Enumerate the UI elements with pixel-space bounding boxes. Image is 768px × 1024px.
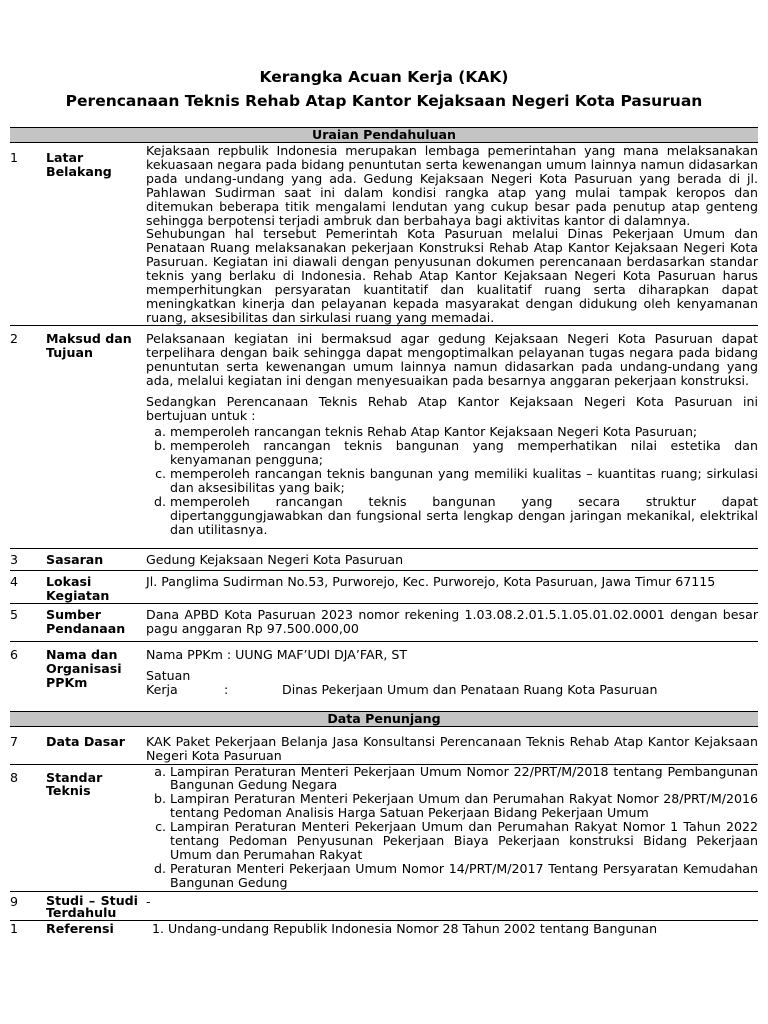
table-row-lokasi <box>10 571 758 604</box>
section-header-pendahuluan <box>10 128 758 143</box>
table-row-referensi <box>10 920 758 935</box>
list-item: c. Lampiran Peraturan Menteri Pekerjaan Umum dan Perumahan Rakyat Nomor 1 Tahun 2022 tentang Pedoman Penyusunan Pekerjaan Biaya Pekerjaan konstruksi Bidang Pekerjaan Umum dan Perumahan Rakyat <box>170 820 758 862</box>
table-row-standar-teknis <box>10 764 758 891</box>
row-number: 1 <box>10 143 46 326</box>
row-label: Standar Teknis <box>46 764 146 891</box>
document-title: Kerangka Acuan Kerja (KAK) <box>259 68 509 86</box>
satker-line <box>146 669 758 697</box>
row-number: 7 <box>10 726 46 764</box>
row-content: KAK Paket Pekerjaan Belanja Jasa Konsultansi Perencanaan Teknis Rehab Atap Kantor Kejaksaan Negeri Kota Pasuruan <box>146 726 758 764</box>
row-label: Data Dasar <box>46 726 146 764</box>
paragraph: Sehubungan hal tersebut Pemerintah Kota Pasuruan melalui Dinas Pekerjaan Umum dan Penataan Ruang melaksanakan pekerjaan Konstruksi Rehab Atap Kantor Kejaksaan Negeri Kota Pasuruan. Kegiatan ini diawali dengan penyusunan dokumen perencanaan berdasarkan standar teknis yang berlaku di Indonesia. Rehab Atap Kantor Kejaksaan Negeri Kota Pasuruan harus memperhitungkan persyaratan kuantitatif dan kualitatif ruang serta diharapkan dapat meningkatkan kinerja dan pelayanan kepada masyarakat dengan didukung oleh kenyamanan ruang, aksesibilitas dan sirkulasi ruang yang memadai. <box>146 226 758 325</box>
table-row-sumber-pendanaan <box>10 604 758 642</box>
table-row-sasaran <box>10 549 758 571</box>
document-subtitle: Perencanaan Teknis Rehab Atap Kantor Kejaksaan Negeri Kota Pasuruan <box>65 92 703 110</box>
row-number: 1 <box>10 920 19 936</box>
row-content: - <box>146 891 758 920</box>
tujuan-list <box>146 425 758 536</box>
satker-value: Dinas Pekerjaan Umum dan Penataan Ruang Kota Pasuruan <box>282 681 658 697</box>
standar-list <box>146 765 758 890</box>
table-row-maksud-tujuan <box>10 325 758 549</box>
row-number: 5 <box>10 604 46 642</box>
row-content <box>146 764 758 891</box>
row-label: Maksud dan Tujuan <box>46 325 146 549</box>
row-number: 9 <box>10 891 46 920</box>
row-content: Dana APBD Kota Pasuruan 2023 nomor rekening 1.03.08.2.01.5.1.05.01.02.0001 dengan besar pagu anggaran Rp 97.500.000,00 <box>146 604 758 642</box>
satker-separator: : <box>224 681 229 697</box>
row-content <box>146 325 758 549</box>
section-title: Data Penunjang <box>10 711 758 726</box>
row-content: Jl. Panglima Sudirman No.53, Purworejo, Kec. Purworejo, Kota Pasuruan, Jawa Timur 67115 <box>146 571 758 604</box>
row-number: 6 <box>10 642 46 712</box>
kak-table <box>10 127 758 936</box>
row-label: Sasaran <box>46 549 146 571</box>
ppk-value: : UUNG MAF’UDI DJA’FAR, ST <box>226 647 408 662</box>
row-label: Referensi <box>46 920 114 936</box>
table-row-latar-belakang <box>10 143 758 326</box>
section-title: Uraian Pendahuluan <box>10 128 758 143</box>
list-item: d. Peraturan Menteri Pekerjaan Umum Nomor 14/PRT/M/2017 Tentang Persyaratan Kemudahan Bangunan Gedung <box>170 862 758 890</box>
row-number: 3 <box>10 549 46 571</box>
row-number: 8 <box>10 764 46 891</box>
row-label: Sumber Pendanaan <box>46 604 146 642</box>
list-item: b. memperoleh rancangan teknis bangunan yang memperhatikan nilai estetika dan kenyamanan pengguna; <box>170 439 758 467</box>
list-item: d. memperoleh rancangan teknis bangunan yang secara struktur dapat dipertanggungjawabkan dan fungsional serta lengkap dengan jaringan mekanikal, elektrikal dan utilitasnya. <box>170 495 758 537</box>
row-label: Lokasi Kegiatan <box>46 571 146 604</box>
paragraph: Sedangkan Perencanaan Teknis Rehab Atap Kantor Kejaksaan Negeri Kota Pasuruan ini bertujuan untuk : <box>146 394 758 424</box>
table-row-studi-terdahulu <box>10 891 758 920</box>
satker-label: Satuan Kerja <box>146 667 191 697</box>
list-item: a. Lampiran Peraturan Menteri Pekerjaan Umum Nomor 22/PRT/M/2018 tentang Pembangunan Bangunan Gedung Negara <box>170 765 758 793</box>
row-label: Studi – Studi Terdahulu <box>46 891 146 920</box>
table-row-ppkm <box>10 642 758 712</box>
ppk-label: Nama PPKm <box>146 647 223 662</box>
row-content <box>146 143 758 326</box>
row-content <box>146 642 758 712</box>
list-item: c. memperoleh rancangan teknis bangunan yang memiliki kualitas – kuantitas ruang; sirkulasi dan aksesibilitas yang baik; <box>170 467 758 495</box>
referensi-list <box>146 922 758 936</box>
section-header-penunjang <box>10 711 758 726</box>
list-item: b. Lampiran Peraturan Menteri Pekerjaan Umum dan Perumahan Rakyat Nomor 28/PRT/M/2016 tentang Pedoman Analisis Harga Satuan Pekerjaan Bidang Pekerjaan Umum <box>170 792 758 820</box>
row-number: 4 <box>10 571 46 604</box>
row-number: 2 <box>10 325 46 549</box>
list-item: 1. Undang-undang Republik Indonesia Nomor 28 Tahun 2002 tentang Bangunan <box>168 922 758 936</box>
list-item: a. memperoleh rancangan teknis Rehab Atap Kantor Kejaksaan Negeri Kota Pasuruan; <box>170 425 758 439</box>
paragraph: Pelaksanaan kegiatan ini bermaksud agar gedung Kejaksaan Negeri Kota Pasuruan dapat terpelihara dengan baik sehingga dapat mengoptimalkan pelayanan tugas negara pada bidang penuntutan serta kewenangan umum lainnya namun didasarkan pada undang-undang yang ada, melalui kegiatan ini dengan menyesuaikan pada besarnya anggaran pekerjaan konstruksi. <box>146 330 758 388</box>
row-content <box>146 920 758 935</box>
row-label: Nama dan Organisasi PPKm <box>46 642 146 712</box>
ppk-line <box>146 648 758 662</box>
row-content: Gedung Kejaksaan Negeri Kota Pasuruan <box>146 549 758 571</box>
paragraph: Kejaksaan repbulik Indonesia merupakan lembaga pemerintahan yang mana melaksanakan kekuasaan negara pada bidang penuntutan serta kewenangan umum lainnya namun didasarkan pada undang-undang yang ada. Gedung Kejaksaan Negeri Kota Pasuruan yang berada di jl. Pahlawan Sudirman saat ini dalam kondisi rangka atap yang mulai tampak keropos dan ditemukan beberapa titik mengalami lendutan yang cukup besar pada penutup atap genteng sehingga berpotensi terjadi ambruk dan berbahaya bagi aktivitas kantor di dalamnya. <box>146 143 758 228</box>
table-row-data-dasar <box>10 726 758 764</box>
row-label: Latar Belakang <box>46 143 146 326</box>
